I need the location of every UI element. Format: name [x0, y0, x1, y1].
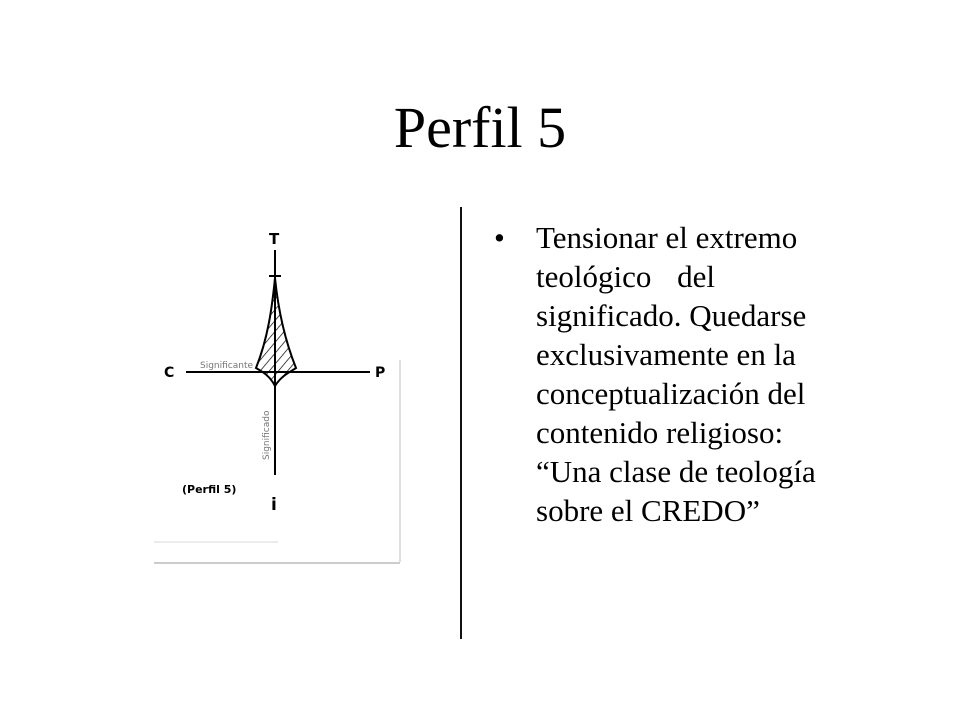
bullet-item [494, 218, 914, 530]
bullet-line: sobre el CREDO” [536, 493, 760, 528]
slide-title: Perfil 5 [393, 95, 567, 160]
bullet-line: contenido religioso: [536, 415, 784, 450]
column-divider [460, 207, 462, 639]
label-significante: Significante [200, 361, 254, 371]
bullet-line: “Una clase de teología [536, 454, 816, 489]
profile-spike [256, 278, 296, 386]
perfil-diagram [148, 210, 403, 590]
label-top: T [269, 230, 280, 248]
diagram-caption: (Perfil 5) [182, 483, 237, 496]
bullet-dot: • [494, 220, 505, 255]
bullet-line: significado. Quedarse [536, 298, 807, 333]
label-bottom: i [271, 495, 277, 515]
bullet-line: exclusivamente en la [536, 337, 796, 372]
label-left: C [164, 365, 175, 381]
bullet-line: conceptualización del [536, 376, 806, 411]
bullet-line: Tensionar el extremo [536, 220, 798, 255]
bullet-list [494, 218, 914, 530]
label-right: P [375, 365, 386, 381]
label-significado: Significado [262, 410, 272, 460]
bullet-line: teológico del [536, 259, 715, 294]
